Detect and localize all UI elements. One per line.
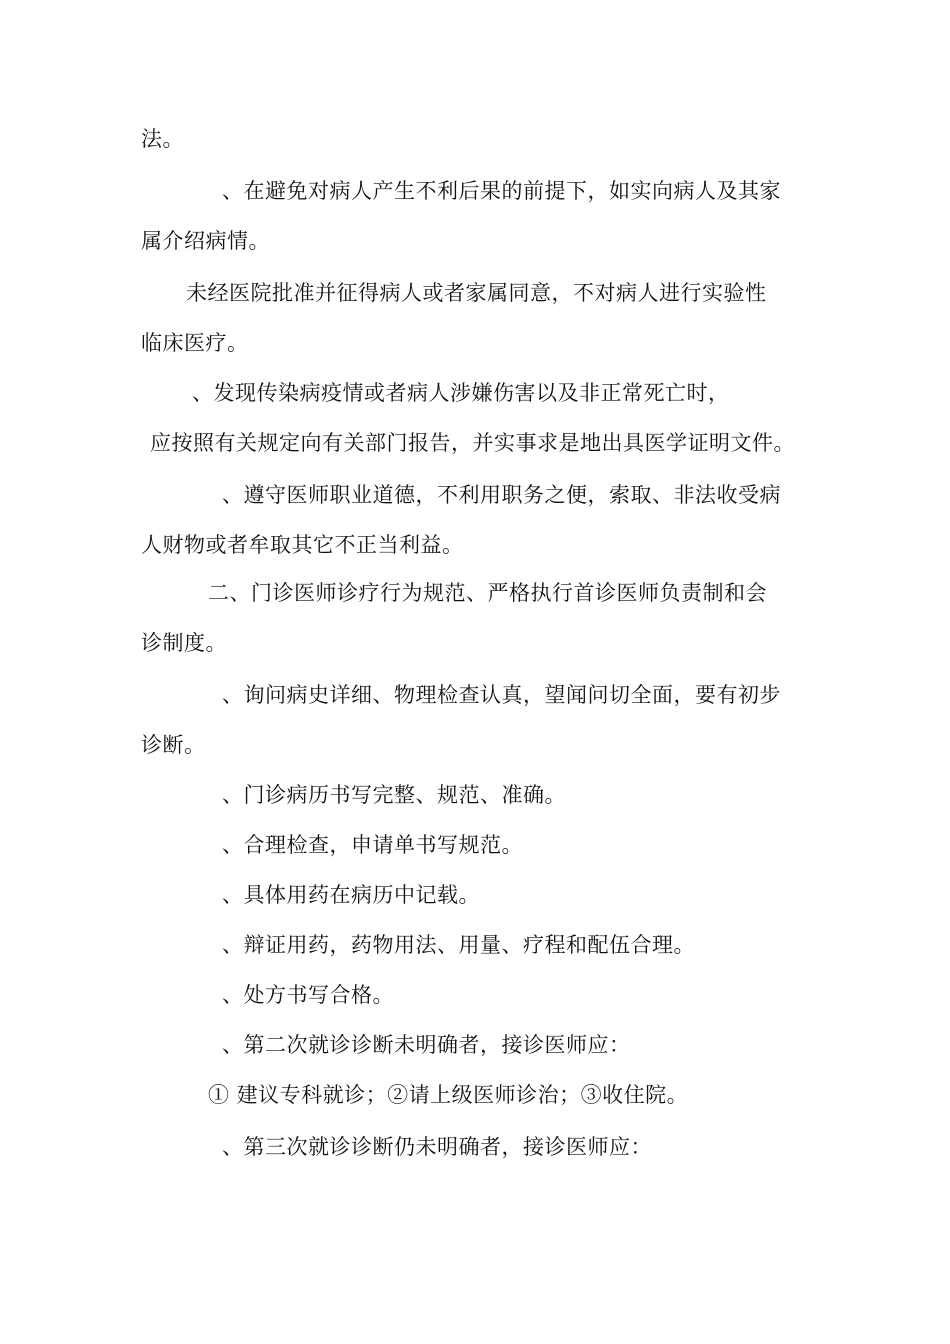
text-line-18: 、处方书写合格。 bbox=[222, 983, 394, 1007]
text-line-2: 、在避免对病人产生不利后果的前提下，如实向病人及其家 bbox=[222, 179, 781, 203]
text-line-19: 、第二次就诊诊断未明确者，接诊医师应： bbox=[222, 1033, 631, 1057]
text-line-20: ① 建议专科就诊；②请上级医师诊治；③收住院。 bbox=[208, 1083, 689, 1107]
text-line-16: 、具体用药在病历中记载。 bbox=[222, 883, 480, 907]
text-line-15: 、合理检查，申请单书写规范。 bbox=[222, 833, 523, 857]
text-line-17: 、辩证用药，药物用法、用量、疗程和配伍合理。 bbox=[222, 933, 695, 957]
text-line-1: 法。 bbox=[141, 127, 184, 151]
text-line-13: 诊断。 bbox=[141, 733, 206, 757]
text-line-8: 、遵守医师职业道德，不利用职务之便，索取、非法收受病 bbox=[222, 483, 781, 507]
text-line-9: 人财物或者牟取其它不正当利益。 bbox=[141, 533, 464, 557]
section-heading-outpatient: 二、门诊医师诊疗行为规范、严格执行首诊医师负责制和会 bbox=[208, 581, 767, 605]
text-line-11: 诊制度。 bbox=[141, 631, 227, 655]
text-line-14: 、门诊病历书写完整、规范、准确。 bbox=[222, 783, 566, 807]
text-line-6: 、发现传染病疫情或者病人涉嫌伤害以及非正常死亡时， bbox=[192, 381, 730, 405]
text-line-21: 、第三次就诊诊断仍未明确者，接诊医师应： bbox=[222, 1135, 652, 1159]
text-line-3: 属介绍病情。 bbox=[141, 229, 270, 253]
text-line-4: 未经医院批准并征得病人或者家属同意，不对病人进行实验性 bbox=[186, 281, 767, 305]
text-line-12: 、询问病史详细、物理检查认真，望闻问切全面，要有初步 bbox=[222, 683, 781, 707]
text-line-7: 应按照有关规定向有关部门报告，并实事求是地出具医学证明文件。 bbox=[150, 431, 795, 455]
text-line-5: 临床医疗。 bbox=[141, 331, 249, 355]
